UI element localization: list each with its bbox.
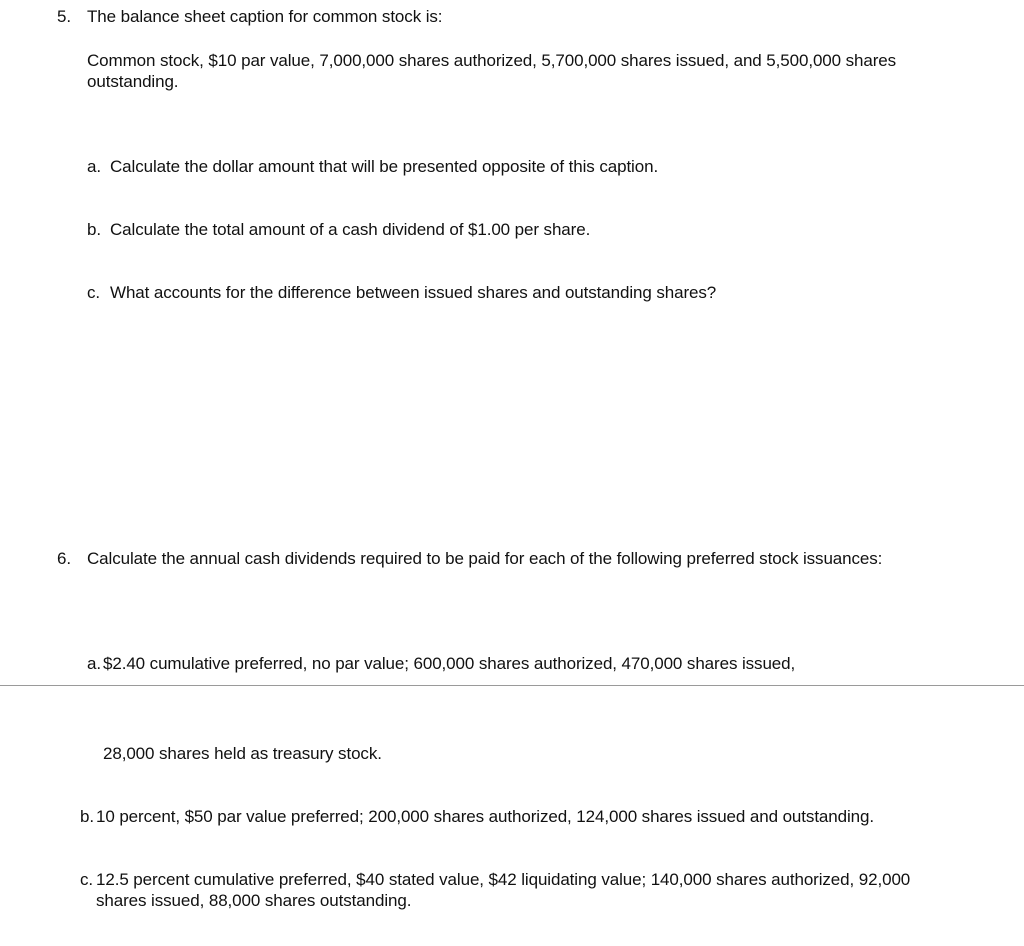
question-5-subitem-b	[87, 219, 967, 240]
subitem-marker: c.	[87, 283, 101, 302]
question-5-subitem-list	[87, 114, 967, 345]
subitem-text: 12.5 percent cumulative preferred, $40 stated value, $42 liquidating value; 140,000 shares authorized, 92,000 shares issued, 88,000 shares outstanding.	[96, 870, 915, 910]
subitem-text: What accounts for the difference between issued shares and outstanding shares?	[110, 283, 717, 302]
subitem-text: Calculate the dollar amount that will be presented opposite of this caption.	[110, 157, 659, 176]
question-6-prompt: Calculate the annual cash dividends required to be paid for each of the following preferred stock issuances:	[87, 549, 883, 568]
question-5-subitem-c	[87, 282, 967, 303]
subitem-text: Calculate the total amount of a cash dividend of $1.00 per share.	[110, 220, 591, 239]
question-6-subitem-a	[87, 653, 967, 674]
subitem-marker: a.	[87, 654, 101, 673]
question-5-prompt: The balance sheet caption for common stock is:	[87, 7, 443, 26]
subitem-marker: b.	[80, 807, 94, 826]
question-6-subitem-b	[80, 806, 960, 827]
subitem-marker: a.	[87, 157, 101, 176]
question-6	[57, 548, 957, 569]
question-6-subitem-list	[87, 611, 967, 716]
question-5-subitem-a	[87, 156, 967, 177]
question-6-subitem-a-continuation: 28,000 shares held as treasury stock.	[103, 744, 382, 763]
question-5	[57, 6, 977, 27]
question-6-marker: 6.	[57, 549, 71, 568]
subitem-marker: c.	[80, 870, 94, 889]
subitem-marker: b.	[87, 220, 101, 239]
subitem-text: 10 percent, $50 par value preferred; 200,000 shares authorized, 124,000 shares issued and outstanding.	[96, 807, 875, 826]
question-5-marker: 5.	[57, 7, 71, 26]
page-break-divider	[0, 685, 1024, 686]
subitem-text: $2.40 cumulative preferred, no par value; 600,000 shares authorized, 470,000 shares issued,	[103, 654, 796, 673]
question-5-caption: Common stock, $10 par value, 7,000,000 shares authorized, 5,700,000 shares issued, and 5,500,000 shares outstanding.	[87, 51, 901, 91]
page-two-subitem-list	[80, 764, 960, 946]
question-6-subitem-c	[80, 869, 960, 911]
